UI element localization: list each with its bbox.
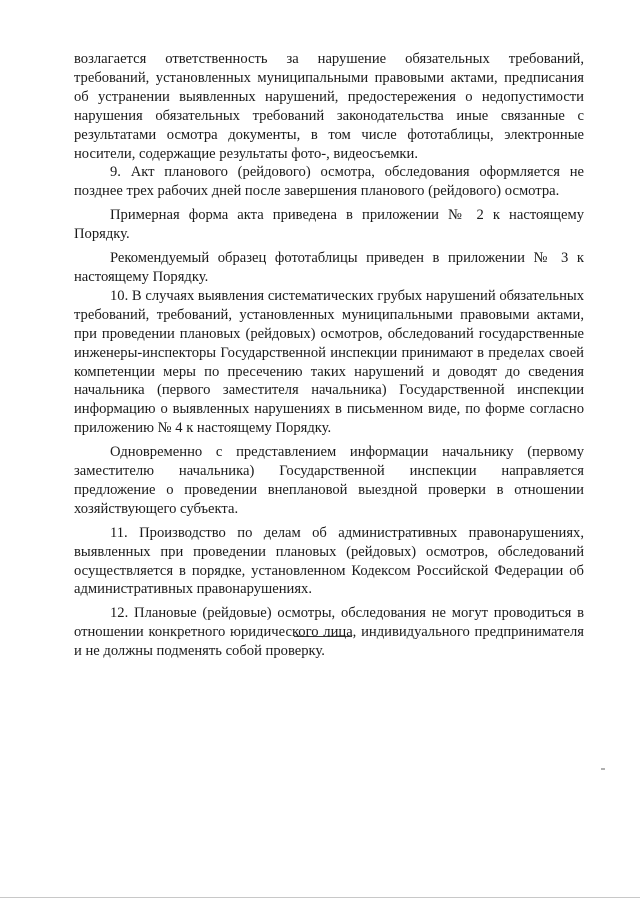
paragraph-simultaneous: Одновременно с представлением информации начальнику (первому заместителю начальника) Государственной инспекции направляется предложение о проведении внеплановой выездной проверки в отношении хозяйствующего субъекта. xyxy=(74,444,584,517)
paragraph-act-form: Примерная форма акта приведена в приложении № 2 к настоящему Порядку. xyxy=(74,207,584,243)
paragraph-photo-table: Рекомендуемый образец фототаблицы приведен в приложении № 3 к настоящему Порядку. xyxy=(74,250,584,285)
scan-speck xyxy=(601,768,605,770)
paragraph-item-12: 12. Плановые (рейдовые) осмотры, обследования не могут проводиться в отношении конкретного юридического лица, индивидуального предпринимателя и не должны подменять собой проверку. xyxy=(74,605,584,660)
document-body xyxy=(74,50,584,661)
paragraph-item-10: 10. В случаях выявления систематических грубых нарушений обязательных требований, требований, установленных муниципальными правовыми актами, при проведении плановых (рейдовых) осмотров, обследований государственные инженеры-инспекторы Государственной инспекции принимают в пределах своей компетенции меры по пресечению таких нарушений и доводят до сведения начальника (первого заместителя начальника) Государственной инспекции информацию о выявленных нарушениях в письменном виде, по форме согласно приложению № 4 к настоящему Порядку. xyxy=(74,287,584,437)
paragraph-item-11: 11. Производство по делам об административных правонарушениях, выявленных при проведении плановых (рейдовых) осмотров, обследований осуществляется в порядке, установленном Кодексом Российской Федерации об административных правонарушениях. xyxy=(74,524,584,598)
paragraph-continuation: возлагается ответственность за нарушение обязательных требований, требований, установленных муниципальными правовыми актами, предписания об устранении выявленных нарушений, предостережения о недопустимости нарушения обязательных требований законодательства иные связанные с результатами осмотра документы, в том числе фототаблицы, электронные носители, содержащие результаты фото-, видеосъемки. xyxy=(74,51,584,162)
scan-bottom-edge xyxy=(0,897,640,898)
end-separator-line xyxy=(294,636,352,637)
paragraph-item-9: 9. Акт планового (рейдового) осмотра, обследования оформляется не позднее трех рабочих дней после завершения планового (рейдового) осмотра. xyxy=(74,164,584,200)
